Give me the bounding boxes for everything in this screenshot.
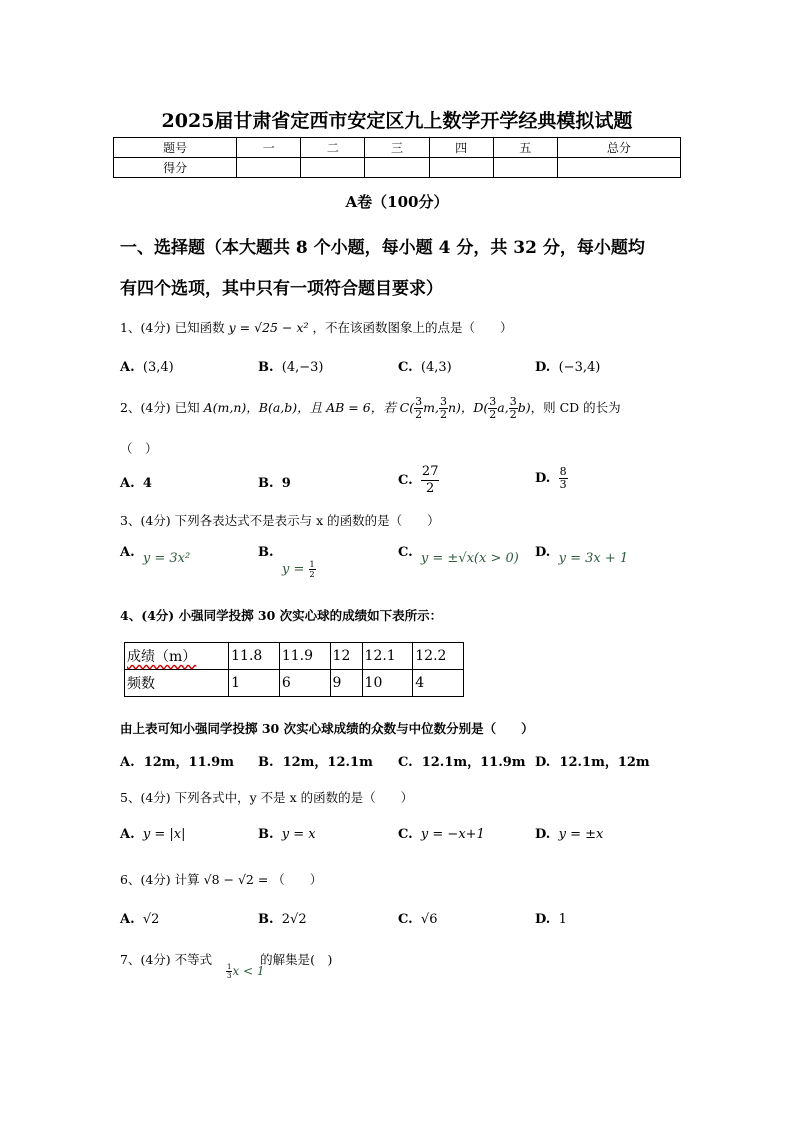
score-table — [113, 137, 681, 178]
q1-option-a[interactable]: A. (3,4) — [120, 360, 174, 375]
q5-option-c[interactable]: C. y = −x+1 — [398, 827, 485, 842]
question-6-stem: 6、(4分) 计算 √8 − √2 = （ ） — [120, 872, 323, 887]
q6-option-d[interactable]: D. 1 — [535, 912, 567, 927]
exam-title: 2025届甘肃省定西市安定区九上数学开学经典模拟试题 — [161, 110, 633, 132]
q2-option-c[interactable]: C. $\frac{27}{2}$ — [398, 464, 439, 496]
question-4-follow: 由上表可知小强同学投掷 30 次实心球成绩的众数与中位数分别是（ ） — [120, 721, 534, 736]
q3-option-b[interactable]: B. y = $\frac{1}{2}$ — [258, 545, 315, 579]
score-table-score-row — [114, 158, 681, 178]
score-cell: 一 — [237, 138, 301, 158]
question-7-stem: 7、(4分) 不等式 的解集是( ) — [120, 952, 333, 967]
table-row: 成绩（m） 11.8 11.9 12 12.1 12.2 — [125, 643, 464, 670]
q1-option-c[interactable]: C. (4,3) — [398, 360, 452, 375]
q6-option-c[interactable]: C. √6 — [398, 912, 438, 927]
q4-option-a[interactable]: A. 12m，11.9m — [120, 755, 234, 770]
section-a-title: A卷（100分） — [345, 193, 449, 211]
q6-option-b[interactable]: B. 2√2 — [258, 912, 307, 927]
score-table-header-row — [114, 138, 681, 158]
score-input-cell[interactable] — [301, 158, 365, 178]
score-cell: 二 — [301, 138, 365, 158]
q3-option-d[interactable]: D. y = 3x + 1 — [535, 545, 629, 566]
question-2-stem: 2、(4分) 已知 A(m,n)，B(a,b)，且 AB = 6，若 C( $\frac{3}{2}$ m, $\frac{3}{2}$ n)，D( $\frac{3}{2}$ a, $\frac{3}{2}$ b)，则 CD 的长为 — [120, 395, 621, 421]
table-row: 频数 1 6 9 10 4 — [125, 670, 464, 697]
q6-option-a[interactable]: A. √2 — [120, 912, 160, 927]
q2-option-b[interactable]: B. 9 — [258, 476, 291, 491]
inequality-formula: $\frac{1}{3}$ x < 1 — [227, 963, 265, 980]
q4-option-d[interactable]: D. 12.1m，12m — [535, 755, 650, 770]
q2-option-d[interactable]: D. $\frac{8}{3}$ — [535, 465, 567, 491]
q4-option-c[interactable]: C. 12.1m，11.9m — [398, 755, 526, 770]
q1-option-b[interactable]: B. (4,−3) — [258, 360, 324, 375]
score-input-cell[interactable] — [237, 158, 301, 178]
q5-option-a[interactable]: A. y = |x| — [120, 827, 186, 842]
question-4-stem: 4、(4分) 小强同学投掷 30 次实心球的成绩如下表所示： — [120, 608, 443, 623]
q2-option-a[interactable]: A. 4 — [120, 476, 152, 491]
section1-heading-line1: 一、选择题（本大题共 8 个小题，每小题 4 分，共 32 分，每小题均 — [120, 238, 645, 258]
score-cell: 三 — [365, 138, 429, 158]
q3-option-c[interactable]: C. y = ±√x(x > 0) — [398, 545, 519, 566]
q5-option-b[interactable]: B. y = x — [258, 827, 316, 842]
q1-option-d[interactable]: D. (−3,4) — [535, 360, 601, 375]
question-1-stem: 1、(4分) 已知函数 y = √25 − x² ，不在该函数图象上的点是（ ） — [120, 320, 513, 335]
score-input-cell[interactable] — [429, 158, 493, 178]
throw-score-table — [124, 642, 464, 697]
section1-heading-line2: 有四个选项，其中只有一项符合题目要求） — [120, 279, 443, 299]
q3-option-a[interactable]: A. y = 3x² — [120, 545, 191, 566]
score-input-cell[interactable] — [365, 158, 429, 178]
question-3-stem: 3、(4分) 下列各表达式不是表示与 x 的函数的是（ ） — [120, 513, 440, 528]
score-cell: 得分 — [114, 158, 237, 178]
score-cell: 五 — [493, 138, 557, 158]
score-cell: 题号 — [114, 138, 237, 158]
score-input-cell[interactable] — [557, 158, 680, 178]
function-formula: y = √25 − x² — [228, 320, 309, 335]
q5-option-d[interactable]: D. y = ±x — [535, 827, 604, 842]
score-cell: 总分 — [557, 138, 680, 158]
score-input-cell[interactable] — [493, 158, 557, 178]
question-2-paren: （ ） — [120, 441, 158, 456]
question-5-stem: 5、(4分) 下列各式中，y 不是 x 的函数的是（ ） — [120, 790, 414, 805]
q4-option-b[interactable]: B. 12m，12.1m — [258, 755, 373, 770]
score-cell: 四 — [429, 138, 493, 158]
